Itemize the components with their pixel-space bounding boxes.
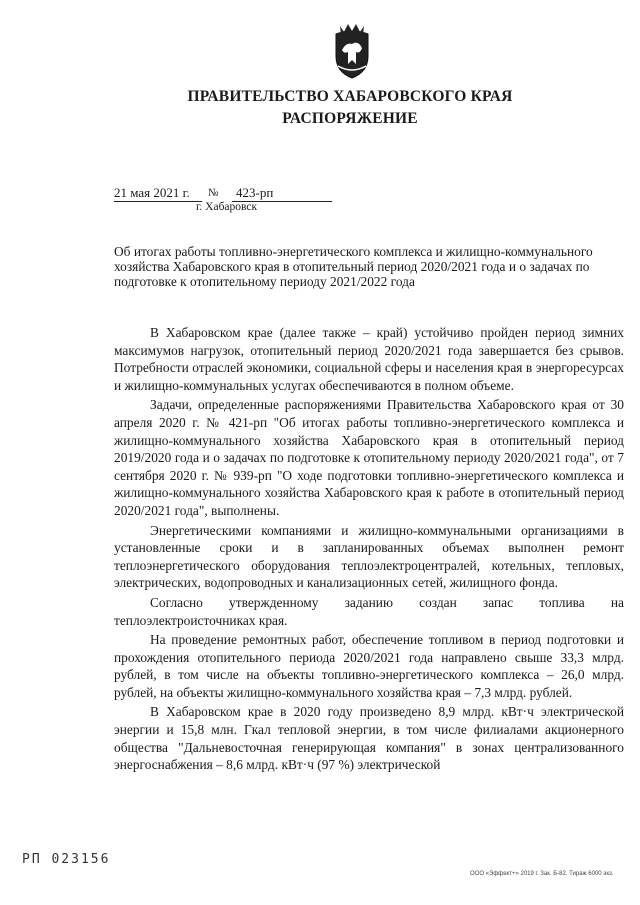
body-paragraph: В Хабаровском крае (далее также – край) устойчиво пройден период зимних максимумов нагрузок, отопительный период 2020/2021 года завершается без срывов. Потребности отраслей экономики, социальной сферы и населения края в энергоресурсах и жилищно-коммунальных услугах обеспечиваются в полном объеме.	[114, 325, 624, 393]
coat-of-arms-emblem	[330, 20, 374, 80]
document-number: 423-рп	[232, 185, 332, 202]
body-paragraph: В Хабаровском крае в 2020 году произведено 8,9 млрд. кВт·ч электрической энергии и 15,8 млн. Гкал тепловой энергии, в том числе филиалами акционерного общества "Дальневосточная генерирующая компания" в зонах централизованного энергоснабжения – 8,6 млрд. кВт·ч (97 %) электрической	[114, 704, 624, 773]
body-paragraph: Согласно утвержденному заданию создан запас топлива на теплоэлектроисточниках края.	[114, 594, 624, 628]
body-paragraph: Задачи, определенные распоряжениями Правительства Хабаровского края от 30 апреля 2020 г. № 421-рп "Об итогах работы топливно-энергетического комплекса и жилищно-коммунального хозяйства Хабаровского края в отопительный период 2019/2020 года и о задачах по подготовке к отопительному периоду 2020/2021 года", от 7 сентября 2020 г. № 939-рп "О ходе подготовки топливно-энергетического комплекса и жилищно-коммунального хозяйства Хабаровского края к работе в отопительный период 2020/2021 года", выполнены.	[114, 397, 624, 518]
document-date: 21 мая 2021 г.	[114, 185, 202, 202]
body-paragraph: На проведение ремонтных работ, обеспечение топливом в период подготовки и прохождения отопительного периода 2020/2021 года направлено свыше 33,3 млрд. рублей, в том числе на объекты топливно-энергетического комплекса – 26,0 млрд. рублей, на объекты жилищно-коммунального хозяйства края – 7,3 млрд. рублей.	[114, 632, 624, 700]
body-paragraph: Энергетическими компаниями и жилищно-коммунальными организациями в установленные сроки и в запланированных объемах выполнен ремонт теплоэнергетического оборудования теплоэлектроцентралей, котельных, тепловых, электрических, водопроводных и канализационных сетей, жилищного фонда.	[114, 522, 624, 591]
document-type: РАСПОРЯЖЕНИЕ	[282, 110, 418, 127]
government-title: ПРАВИТЕЛЬСТВО ХАБАРОВСКОГО КРАЯ	[187, 88, 513, 105]
document-subject: Об итогах работы топливно-энергетического комплекса и жилищно-коммунального хозяйства Хабаровского края в отопительный период 2020/2021 года и о задачах по подготовке к отопительному периоду 2021/2022 года	[114, 244, 593, 290]
number-sign: №	[208, 187, 219, 199]
document-city: г. Хабаровск	[196, 201, 258, 213]
document-body	[114, 324, 624, 774]
form-serial-number: РП 023156	[22, 852, 111, 867]
printer-imprint: ООО «Эффект+» 2019 г. Зак. Б-82. Тираж 6000 экз.	[470, 871, 614, 877]
